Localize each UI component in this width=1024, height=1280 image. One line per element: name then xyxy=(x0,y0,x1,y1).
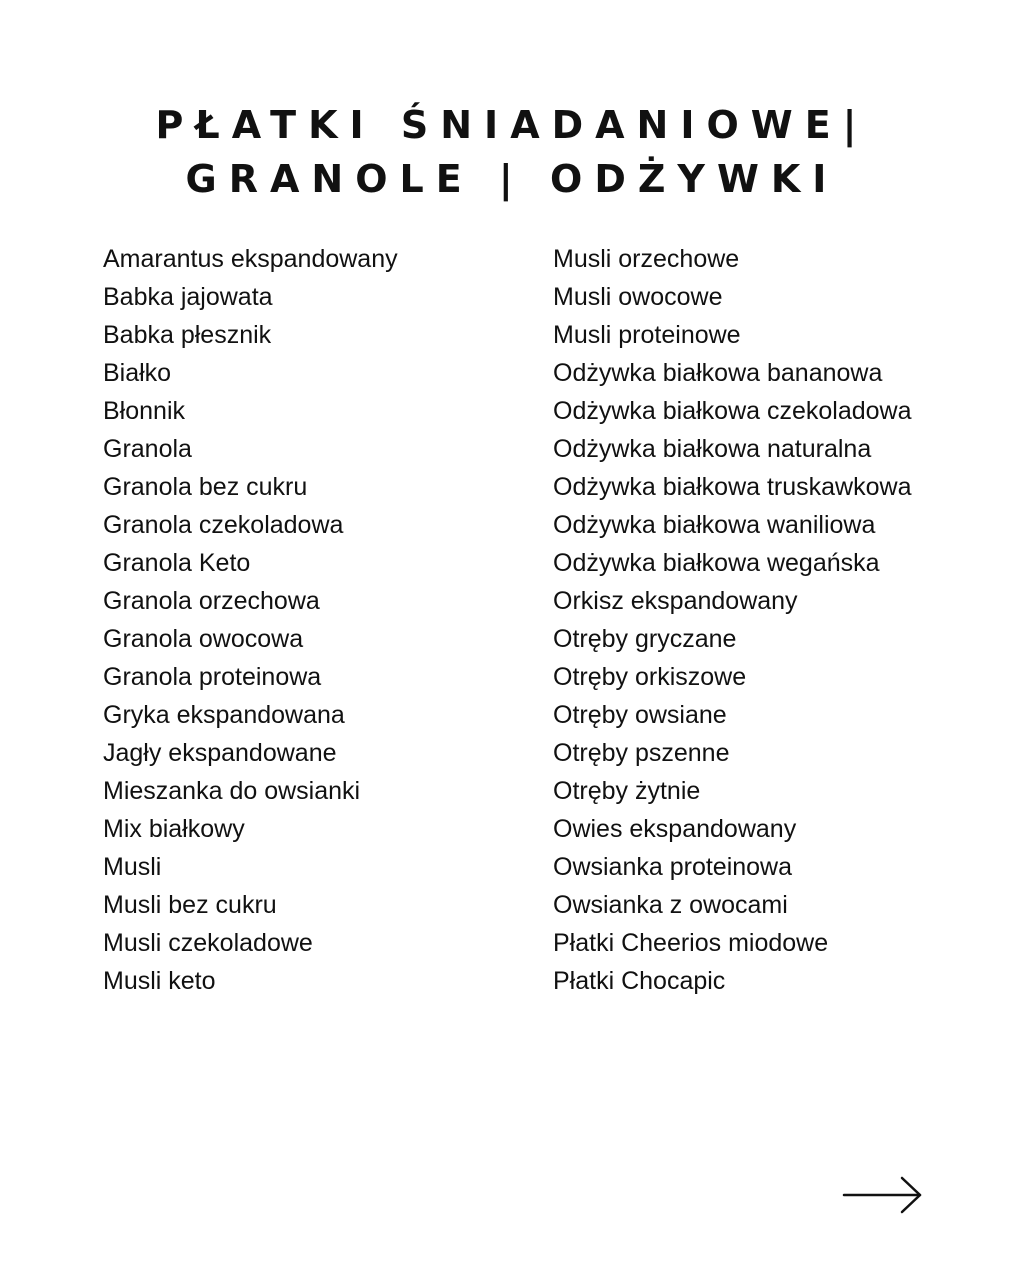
list-item: Granola proteinowa xyxy=(103,663,322,691)
list-item: Granola Keto xyxy=(103,549,251,577)
list-item: Amarantus ekspandowany xyxy=(103,245,398,273)
list-item: Otręby żytnie xyxy=(553,777,701,805)
list-item: Otręby orkiszowe xyxy=(553,663,747,691)
list-item: Otręby gryczane xyxy=(553,625,737,653)
list-item: Błonnik xyxy=(103,397,185,425)
list-item: Musli keto xyxy=(103,967,216,995)
list-item: Odżywka białkowa waniliowa xyxy=(553,511,876,539)
list-item: Owsianka z owocami xyxy=(553,891,788,919)
title-line-2: GRANOLE | ODŻYWKI xyxy=(185,157,839,201)
list-item: Odżywka białkowa bananowa xyxy=(553,359,883,387)
list-item: Granola bez cukru xyxy=(103,473,308,501)
list-item: Jagły ekspandowane xyxy=(103,739,337,767)
list-item: Granola orzechowa xyxy=(103,587,320,615)
list-item: Granola czekoladowa xyxy=(103,511,344,539)
list-item: Musli czekoladowe xyxy=(103,929,313,957)
list-item: Odżywka białkowa naturalna xyxy=(553,435,872,463)
list-item: Białko xyxy=(103,359,172,387)
list-item: Musli proteinowe xyxy=(553,321,741,349)
list-item: Musli orzechowe xyxy=(553,245,740,273)
list-item: Gryka ekspandowana xyxy=(103,701,345,729)
list-item: Babka płesznik xyxy=(103,321,272,349)
list-item: Płatki Chocapic xyxy=(553,967,726,995)
title-line-1: PŁATKI ŚNIADANIOWE| xyxy=(155,103,869,147)
list-item: Granola xyxy=(103,435,192,463)
arrow-right-icon xyxy=(840,1172,926,1218)
list-item: Otręby pszenne xyxy=(553,739,730,767)
list-item: Odżywka białkowa wegańska xyxy=(553,549,880,577)
list-item: Musli xyxy=(103,853,162,881)
page-title xyxy=(0,98,1024,206)
list-item: Mix białkowy xyxy=(103,815,245,843)
list-item: Musli bez cukru xyxy=(103,891,277,919)
list-item: Musli owocowe xyxy=(553,283,723,311)
left-column-list xyxy=(103,240,398,1000)
list-item: Mieszanka do owsianki xyxy=(103,777,361,805)
list-item: Odżywka białkowa czekoladowa xyxy=(553,397,912,425)
right-column-list xyxy=(553,240,912,1000)
list-item: Otręby owsiane xyxy=(553,701,727,729)
list-item: Orkisz ekspandowany xyxy=(553,587,798,615)
list-item: Owies ekspandowany xyxy=(553,815,797,843)
list-item: Granola owocowa xyxy=(103,625,304,653)
next-button[interactable] xyxy=(840,1172,926,1218)
list-item: Płatki Cheerios miodowe xyxy=(553,929,829,957)
list-item: Owsianka proteinowa xyxy=(553,853,793,881)
list-item: Babka jajowata xyxy=(103,283,273,311)
list-item: Odżywka białkowa truskawkowa xyxy=(553,473,912,501)
